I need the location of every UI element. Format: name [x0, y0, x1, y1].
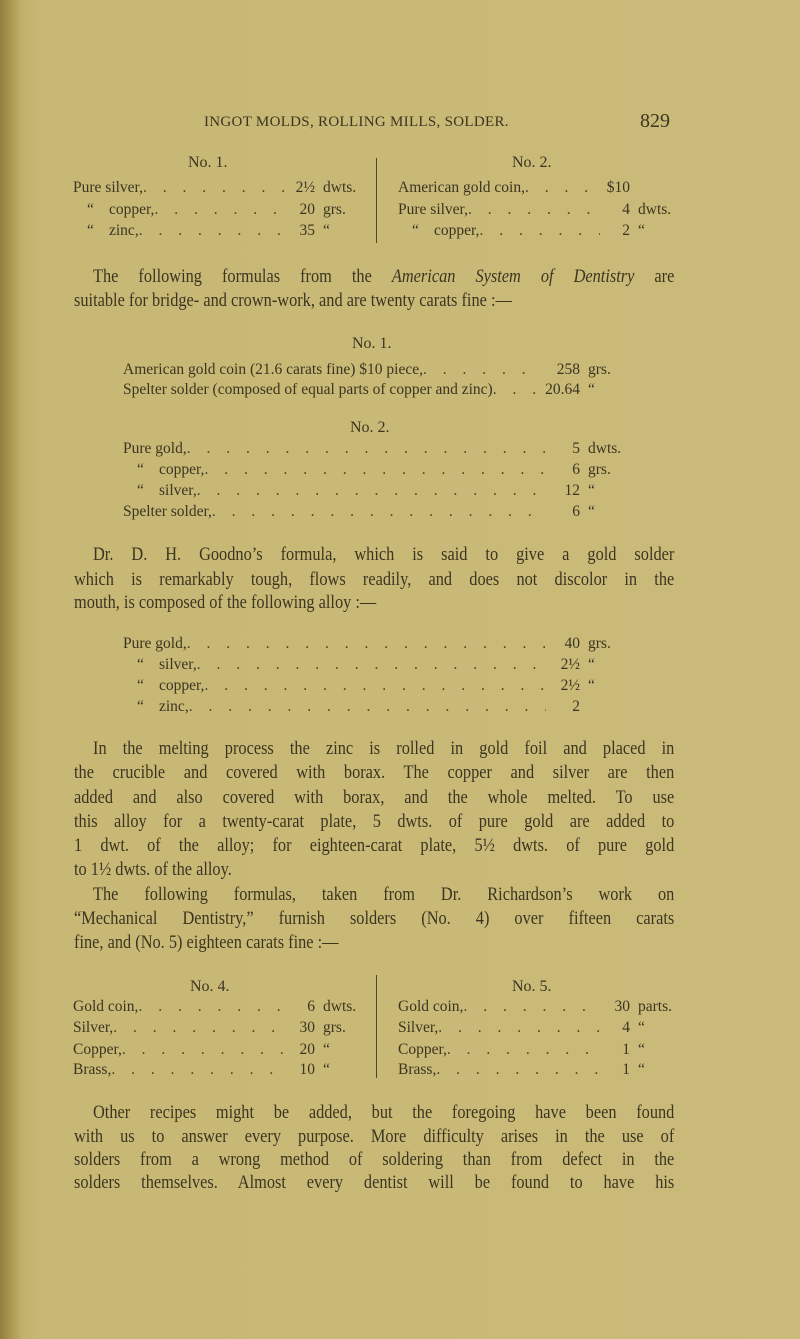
table-heading: No. 5. — [512, 978, 552, 995]
paragraph-line: solders from a wrong method of soldering than from defect in the — [74, 1149, 675, 1170]
dot-leader — [197, 655, 546, 675]
row-label: Pure silver, — [398, 201, 468, 218]
running-title: INGOT MOLDS, ROLLING MILLS, SOLDER. — [204, 114, 509, 130]
ditto-mark: “ — [137, 656, 144, 673]
table-row — [398, 1060, 678, 1080]
table-heading: No. 1. — [352, 335, 392, 352]
row-value: 20.64 — [545, 381, 580, 398]
row-value: 6 — [307, 998, 315, 1015]
paragraph-line: solders themselves. Almost every dentist will be found to have his — [74, 1172, 675, 1193]
row-unit: “ — [323, 222, 330, 239]
row-unit: “ — [588, 656, 595, 673]
row-label: copper, — [434, 222, 480, 239]
table-row — [123, 634, 628, 654]
table-row — [123, 697, 628, 717]
row-label: Silver, — [398, 1019, 439, 1036]
dot-leader — [111, 1060, 285, 1080]
dot-leader — [139, 221, 285, 241]
row-label: silver, — [159, 482, 197, 499]
paragraph-line: The following formulas from the American System of Dentistry are — [93, 266, 675, 287]
row-label: silver, — [159, 656, 197, 673]
row-label: Gold coin, — [73, 998, 139, 1015]
table-row — [123, 380, 628, 400]
table-heading: No. 2. — [350, 419, 390, 436]
row-value: 5 — [572, 440, 580, 457]
table-heading: No. 2. — [512, 154, 552, 171]
dot-leader — [113, 1018, 285, 1038]
paragraph-line: Dr. D. H. Goodno’s formula, which is said to give a gold solder — [93, 544, 675, 565]
dot-leader — [187, 634, 546, 654]
row-label: copper, — [159, 461, 205, 478]
row-unit: grs. — [323, 201, 346, 218]
row-label: copper, — [109, 201, 155, 218]
row-unit: grs. — [588, 461, 611, 478]
book-title: American System of Dentistry — [391, 266, 635, 287]
row-label: Pure gold, — [123, 635, 187, 652]
row-label: zinc, — [159, 698, 189, 715]
paragraph-line: In the melting process the zinc is rolled in gold foil and placed in — [93, 738, 675, 759]
dot-leader — [463, 997, 600, 1017]
row-label: Pure silver, — [73, 179, 143, 196]
row-value: 40 — [564, 635, 580, 652]
dot-leader — [438, 1018, 600, 1038]
row-unit: “ — [588, 503, 595, 520]
row-unit: “ — [588, 381, 595, 398]
paragraph-line: fine, and (No. 5) eighteen carats fine :— — [74, 932, 339, 953]
dot-leader — [138, 997, 285, 1017]
row-value: 20 — [299, 201, 315, 218]
dot-leader — [204, 460, 546, 480]
row-label: copper, — [159, 677, 205, 694]
table-row — [398, 997, 678, 1017]
row-label: Brass, — [73, 1061, 112, 1078]
paragraph-line: the crucible and covered with borax. The copper and silver are then — [74, 762, 675, 783]
row-value: 2½ — [560, 656, 580, 673]
row-label: Copper, — [73, 1041, 122, 1058]
row-unit: grs. — [588, 635, 611, 652]
row-unit: grs. — [323, 1019, 346, 1036]
table-row — [73, 200, 363, 220]
table-row — [73, 997, 363, 1017]
table-row — [73, 1060, 363, 1080]
row-value: $10 — [606, 179, 630, 196]
row-value: 6 — [572, 461, 580, 478]
table-row — [123, 676, 628, 696]
row-value: 35 — [299, 222, 315, 239]
row-label: American gold coin (21.6 carats fine) $10 piece, — [123, 361, 423, 378]
row-label: Spelter solder, — [123, 503, 212, 520]
row-value: 4 — [622, 201, 630, 218]
row-unit: “ — [638, 1061, 645, 1078]
row-unit: “ — [588, 482, 595, 499]
paragraph-line: “Mechanical Dentistry,” furnish solders (No. 4) over fifteen carats — [74, 908, 675, 929]
table-row — [123, 502, 628, 522]
dot-leader — [525, 178, 600, 198]
row-label: Spelter solder (composed of equal parts of copper and zinc) — [123, 381, 493, 398]
row-label: Copper, — [398, 1041, 447, 1058]
paragraph-line: this alloy for a twenty-carat plate, 5 dwts. of pure gold are added to — [74, 811, 675, 832]
table-heading: No. 1. — [188, 154, 228, 171]
ditto-mark: “ — [137, 677, 144, 694]
row-label: Silver, — [73, 1019, 114, 1036]
row-value: 1 — [622, 1061, 630, 1078]
dot-leader — [212, 502, 546, 522]
dot-leader — [143, 178, 285, 198]
row-unit: dwts. — [323, 998, 357, 1015]
column-divider — [376, 975, 377, 1078]
dot-leader — [189, 697, 546, 717]
table-row — [123, 481, 628, 501]
dot-leader — [187, 439, 546, 459]
dot-leader — [493, 380, 536, 400]
column-divider — [376, 158, 377, 243]
ditto-mark: “ — [87, 222, 94, 239]
row-unit: “ — [323, 1041, 330, 1058]
row-value: 2 — [572, 698, 580, 715]
row-unit: “ — [588, 677, 595, 694]
paragraph-line: The following formulas, taken from Dr. Richardson’s work on — [93, 884, 675, 905]
table-row — [398, 1040, 678, 1060]
row-value: 4 — [622, 1019, 630, 1036]
row-value: 258 — [556, 361, 580, 378]
paragraph-line: 1 dwt. of the alloy; for eighteen-carat plate, 5½ dwts. of pure gold — [74, 835, 675, 856]
dot-leader — [468, 200, 600, 220]
paragraph-line: added and also covered with borax, and the whole melted. To use — [74, 787, 675, 808]
row-label: American gold coin, — [398, 179, 525, 196]
row-unit: dwts. — [323, 179, 357, 196]
row-value: 20 — [299, 1041, 315, 1058]
row-label: zinc, — [109, 222, 139, 239]
table-row — [73, 221, 363, 241]
ditto-mark: “ — [87, 201, 94, 218]
paragraph-line: which is remarkably tough, flows readily, and does not discolor in the — [74, 569, 675, 590]
page-number: 829 — [640, 110, 670, 132]
dot-leader — [122, 1040, 285, 1060]
table-row — [123, 655, 628, 675]
row-value: 30 — [614, 998, 630, 1015]
row-value: 30 — [299, 1019, 315, 1036]
paragraph-line: suitable for bridge- and crown-work, and are twenty carats fine :— — [74, 290, 512, 311]
table-row — [123, 360, 628, 380]
table-row — [123, 439, 628, 459]
row-label: Brass, — [398, 1061, 437, 1078]
table-row — [398, 221, 678, 241]
table-row — [398, 178, 678, 198]
dot-leader — [436, 1060, 600, 1080]
ditto-mark: “ — [137, 461, 144, 478]
table-row — [398, 200, 678, 220]
table-row — [398, 1018, 678, 1038]
row-unit: “ — [638, 222, 645, 239]
paragraph-line: to 1½ dwts. of the alloy. — [74, 859, 232, 880]
row-value: 10 — [299, 1061, 315, 1078]
dot-leader — [197, 481, 546, 501]
row-value: 2½ — [560, 677, 580, 694]
paragraph-line: with us to answer every purpose. More difficulty arises in the use of — [74, 1126, 675, 1147]
row-unit: dwts. — [588, 440, 622, 457]
dot-leader — [479, 221, 600, 241]
table-row — [73, 178, 363, 198]
table-row — [123, 460, 628, 480]
row-unit: dwts. — [638, 201, 672, 218]
row-unit: “ — [638, 1019, 645, 1036]
table-row — [73, 1018, 363, 1038]
row-unit: “ — [638, 1041, 645, 1058]
table-row — [73, 1040, 363, 1060]
dot-leader — [154, 200, 285, 220]
paragraph-line: mouth, is composed of the following alloy :— — [74, 592, 377, 613]
row-value: 1 — [622, 1041, 630, 1058]
ditto-mark: “ — [412, 222, 419, 239]
paragraph-line: Other recipes might be added, but the foregoing have been found — [93, 1102, 675, 1123]
row-value: 2½ — [295, 179, 315, 196]
row-value: 2 — [622, 222, 630, 239]
dot-leader — [204, 676, 546, 696]
row-label: Gold coin, — [398, 998, 464, 1015]
row-unit: grs. — [588, 361, 611, 378]
ditto-mark: “ — [137, 698, 144, 715]
row-unit: parts. — [638, 998, 673, 1015]
ditto-mark: “ — [137, 482, 144, 499]
row-unit: “ — [323, 1061, 330, 1078]
dot-leader — [423, 360, 536, 380]
row-label: Pure gold, — [123, 440, 187, 457]
dot-leader — [447, 1040, 600, 1060]
row-value: 6 — [572, 503, 580, 520]
row-value: 12 — [564, 482, 580, 499]
table-heading: No. 4. — [190, 978, 230, 995]
